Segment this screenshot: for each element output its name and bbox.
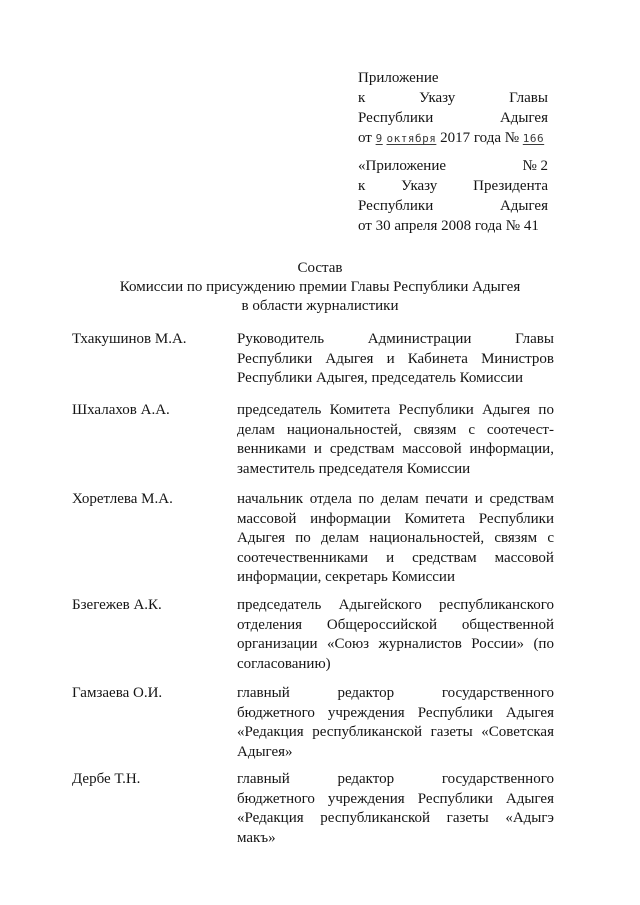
member-position-word: председатель [237, 402, 322, 418]
member-position [237, 770, 554, 848]
member-position-line [237, 829, 554, 849]
appendix-2-line-2: к Указу Президента [358, 178, 548, 194]
member-position-line [237, 743, 554, 763]
appendix-line-2: к Указу Главы [358, 90, 548, 106]
member-name: Гамзаева О.И. [72, 685, 163, 701]
member-position [237, 330, 554, 389]
member-position-word: государственного [441, 685, 554, 701]
member-position-line [237, 490, 554, 510]
member-position-word: республиканской [312, 724, 423, 740]
member-name: Дербе Т.Н. [72, 771, 141, 787]
member-position-word: республиканского [439, 597, 554, 613]
member-position-word: «Редакция [237, 724, 304, 740]
member-position-word: согласованию) [237, 655, 331, 672]
member-position-word: Адыгея [482, 402, 531, 418]
member-position-line [237, 655, 554, 675]
member-position-word: Адыгея» [237, 743, 293, 760]
member-position-word: венниками [237, 441, 306, 457]
member-position-line [237, 421, 554, 441]
member-position-word: Республики Адыгея, председатель Комиссии [237, 370, 524, 386]
decree-date-day: 9 [375, 132, 383, 145]
member-position-line [237, 510, 554, 530]
member-position-word: республиканской [320, 810, 431, 826]
member-position-word: и [474, 491, 483, 507]
member-position-word: редактор [337, 685, 395, 701]
member-position-word: информации, [469, 441, 554, 457]
member-position-line [237, 635, 554, 655]
appendix-header [358, 68, 548, 149]
member-position-word: средствам [412, 549, 477, 566]
member-position-word: Комитета [329, 402, 391, 418]
member-position-line [237, 704, 554, 724]
member-position-word: председатель [237, 597, 322, 613]
decree-number: 166 [522, 132, 545, 145]
member-position-word: Адыгейского [338, 597, 422, 613]
member-position-word: журналистов [378, 636, 462, 652]
member-name: Тхакушинов М.А. [72, 331, 187, 347]
member-position [237, 490, 554, 588]
member-position-word: Адыгея [505, 790, 554, 807]
member-position-line [237, 809, 554, 829]
member-position-word: Адыгея [325, 350, 374, 367]
member-position-word: национальностей, [369, 530, 485, 546]
member-position-line [237, 330, 554, 350]
member-position-word: (по [533, 636, 554, 652]
member-position [237, 596, 554, 674]
member-position-word: организации [237, 636, 318, 652]
member-position-word: общественной [461, 616, 554, 633]
appendix-line-3: Республики Адыгея [358, 110, 548, 126]
member-position-word: массовой [402, 441, 462, 457]
member-position-word: редактор [337, 771, 395, 787]
member-position-word: Республики [417, 790, 493, 807]
member-position-word: Республики [398, 402, 474, 418]
member-position-word: Комитета [404, 510, 466, 527]
member-position-word: Руководитель [237, 331, 325, 347]
member-position-word: заместитель председателя Комиссии [237, 460, 471, 477]
member-position-word: информации [310, 510, 391, 527]
member-position-word: Кабинета [407, 350, 468, 367]
title-line-2: Комиссии по присуждению премии Главы Республики Адыгея [119, 279, 521, 295]
member-position-line [237, 790, 554, 810]
member-position-word: соотечест- [486, 421, 554, 438]
member-position-word: газеты [446, 810, 489, 826]
member-position-word: Адыгея [505, 704, 554, 721]
member-position-word: с [468, 421, 475, 438]
member-position-word: делам [321, 530, 359, 546]
appendix-2-header [358, 156, 548, 236]
member-position-word: делам [380, 491, 419, 507]
member-name: Бзегежев А.К. [72, 597, 162, 613]
member-position-word: по [358, 491, 375, 507]
member-position [237, 684, 554, 762]
member-position-word: отделения [237, 616, 303, 633]
appendix-2-date-line: от 30 апреля 2008 года № 41 [358, 218, 539, 234]
member-position-word: государственного [441, 771, 554, 787]
document-title [0, 259, 640, 316]
member-position-word: соотечественниками [237, 549, 369, 566]
member-position-word: связям [413, 421, 457, 438]
member-position-word: средствам [329, 441, 395, 457]
member-position-line [237, 401, 554, 421]
member-position-word: Общероссийской [326, 616, 437, 633]
member-position-word: бюджетного [237, 704, 315, 721]
member-position-line [237, 529, 554, 549]
member-position-word: средствам [489, 491, 554, 507]
member-position-word: Республики [478, 510, 554, 527]
member-position-word: главный [237, 771, 290, 787]
member-position-word: с [547, 530, 554, 546]
member-position-line [237, 460, 554, 480]
member-position-word: учреждения [327, 704, 405, 721]
appendix-2-line-3: Республики Адыгея [358, 198, 548, 214]
member-position-word: Республики [417, 704, 493, 721]
member-position-word: национальностей, [286, 421, 402, 438]
member-position-word: начальник [237, 491, 304, 507]
member-position-word: макъ» [237, 829, 276, 846]
member-position-word: делам [237, 421, 275, 438]
member-position-line [237, 596, 554, 616]
member-position-word: и [313, 441, 322, 457]
member-position-word: печати [425, 491, 469, 507]
member-position-line [237, 350, 554, 370]
member-position-word: главный [237, 685, 290, 701]
member-position [237, 401, 554, 479]
decree-date-month: октября [386, 132, 437, 145]
appendix-date-line: от 9 октября 2017 года № 166 [358, 130, 545, 146]
member-position-word: массовой [494, 549, 554, 566]
member-position-word: «Адыгэ [505, 810, 554, 826]
member-position-word: Министров [481, 350, 554, 367]
member-position-word: «Союз [326, 636, 370, 652]
member-position-word: Адыгея [237, 530, 286, 546]
appendix-2-line-1: «Приложение № 2 [358, 158, 548, 174]
member-name: Хоретлева М.А. [72, 491, 173, 507]
member-position-line [237, 549, 554, 569]
member-position-line [237, 616, 554, 636]
member-position-word: «Советская [481, 724, 554, 740]
member-position-word: и [386, 549, 395, 566]
member-position-line [237, 723, 554, 743]
member-position-word: учреждения [327, 790, 405, 807]
member-position-word: России» [471, 636, 524, 652]
member-position-line [237, 369, 554, 389]
member-position-word: Администрации [367, 331, 472, 347]
member-position-word: газеты [430, 724, 473, 740]
title-line-1: Состав [297, 260, 343, 276]
appendix-label: Приложение [358, 70, 439, 86]
member-position-line [237, 770, 554, 790]
member-position-line [237, 568, 554, 588]
member-position-word: связям [494, 530, 538, 546]
member-position-word: «Редакция [237, 810, 304, 826]
member-name: Шхалахов А.А. [72, 402, 170, 418]
member-position-word: отдела [309, 491, 352, 507]
member-position-word: по [295, 530, 311, 546]
member-position-word: Республики [237, 350, 313, 367]
title-line-3: в области журналистики [241, 298, 399, 314]
member-position-word: и [386, 350, 395, 367]
member-position-word: бюджетного [237, 790, 315, 807]
member-position-line [237, 684, 554, 704]
member-position-word: Главы [515, 331, 554, 347]
member-position-line [237, 440, 554, 460]
member-position-word: по [538, 402, 554, 418]
member-position-word: массовой [237, 510, 297, 527]
member-position-word: информации, секретарь Комиссии [237, 569, 455, 585]
